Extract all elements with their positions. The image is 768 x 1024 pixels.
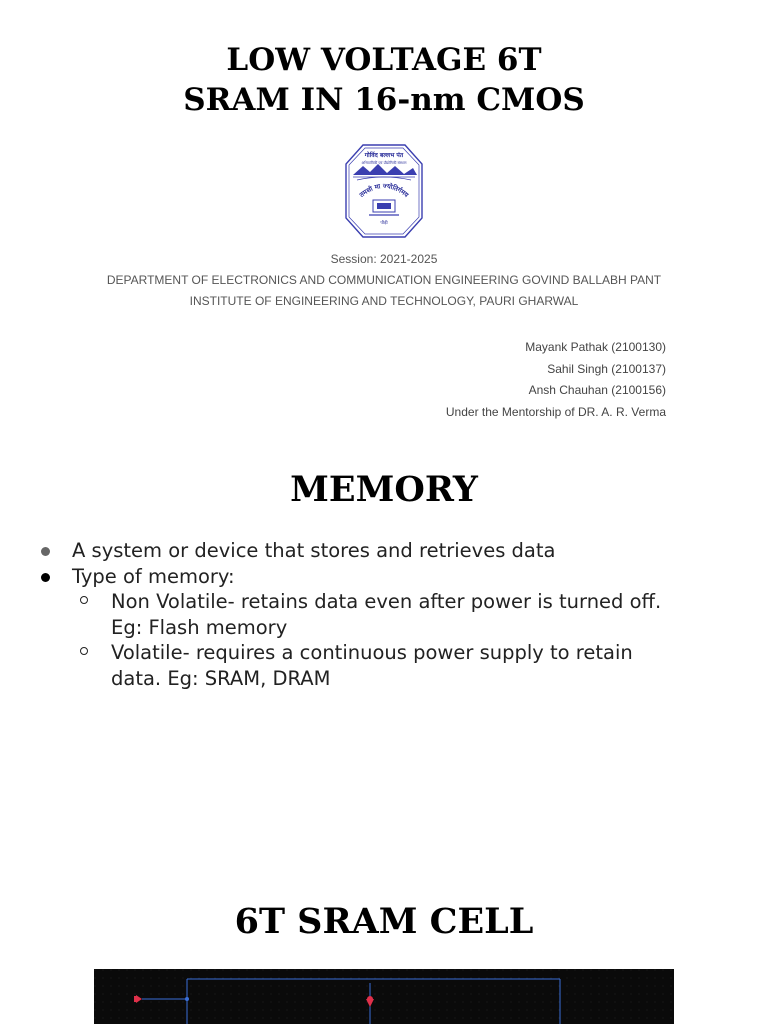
department-line-2: INSTITUTE OF ENGINEERING AND TECHNOLOGY, PAURI GHARWAL (189, 294, 579, 308)
mentor-line: Under the Mentorship of DR. A. R. Verma (445, 404, 666, 419)
sub-bullet-item (0, 640, 768, 691)
hollow-bullet-icon (80, 647, 88, 655)
department-line-1: DEPARTMENT OF ELECTRONICS AND COMMUNICATION ENGINEERING GOVIND BALLABH PANT (106, 273, 662, 287)
bullet-dot-icon (41, 573, 50, 582)
emblem-text-top: गोविंद बल्लभ पंत (364, 152, 404, 159)
bullet-text: Type of memory: (72, 564, 235, 588)
authors-block (446, 337, 666, 423)
sub-bullet-line: data. Eg: SRAM, DRAM (111, 666, 331, 690)
sram-schematic-image (94, 969, 674, 1024)
sub-bullet-line: Volatile- requires a continuous power supply to retain (111, 641, 633, 664)
memory-bullet-list (0, 538, 768, 691)
author-2: Sahil Singh (2100137) (547, 361, 666, 376)
schematic-node (185, 997, 189, 1001)
bullet-text: A system or device that stores and retrieves data (72, 539, 556, 562)
author-3: Ansh Chauhan (2100156) (528, 383, 666, 397)
title-slide (0, 0, 768, 432)
schematic-drawing (94, 969, 674, 1024)
emblem-text-bottom: पौड़ी (380, 221, 388, 226)
bullet-item (0, 564, 768, 590)
sram-cell-slide (0, 864, 768, 1024)
presentation-title (0, 40, 768, 120)
author-1: Mayank Pathak (2100130) (525, 340, 666, 354)
emblem-motto: तमसो मा ज्योतिर्गमय (357, 181, 411, 200)
emblem-text-sub: अभियांत्रिकी एवं प्रौद्योगिकी संस्थान (361, 161, 407, 165)
sub-bullet-line: Non Volatile- retains data even after power is turned off. (111, 590, 662, 613)
sub-bullet-line: Eg: Flash memory (111, 615, 288, 639)
sram-cell-title: 6T SRAM CELL (234, 901, 534, 942)
hollow-bullet-icon (80, 596, 88, 604)
sub-bullet-item (0, 589, 768, 640)
memory-slide (0, 432, 768, 864)
memory-title: MEMORY (290, 469, 478, 510)
bullet-dot-icon (41, 547, 50, 556)
institute-emblem-icon (343, 142, 425, 240)
title-line-1: LOW VOLTAGE 6T (226, 42, 542, 78)
bullet-item (0, 538, 768, 564)
session-text: Session: 2021-2025 (330, 252, 438, 266)
title-line-2: SRAM IN 16-nm CMOS (183, 82, 585, 118)
